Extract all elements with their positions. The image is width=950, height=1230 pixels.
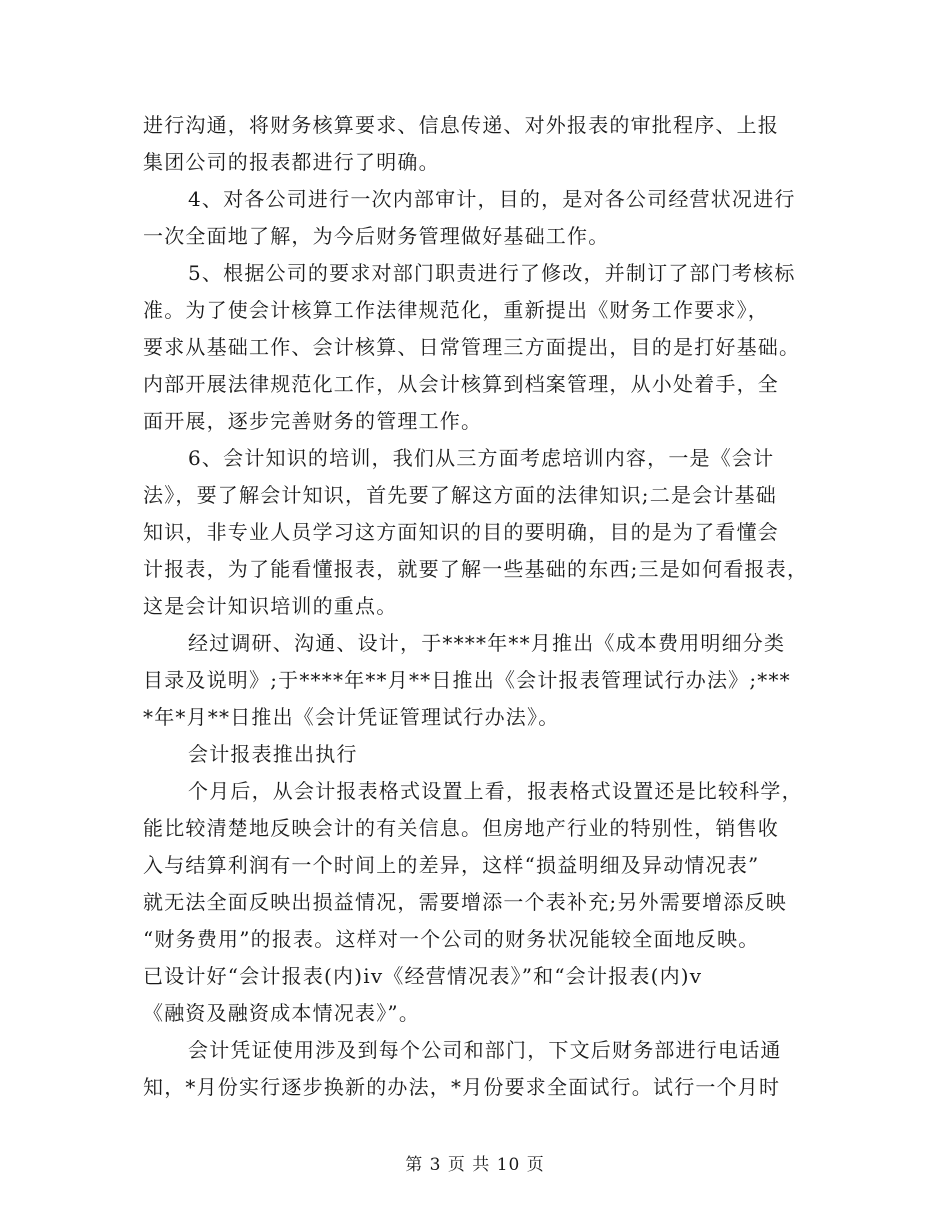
paragraph-line: 法》，要了解会计知识，首先要了解这方面的法律知识;二是会计基础: [143, 483, 777, 507]
paragraph-line: 这是会计知识培训的重点。: [143, 594, 398, 618]
paragraph-line: 要求从基础工作、会计核算、日常管理三方面提出，目的是打好基础。: [143, 335, 801, 359]
paragraph-line: 会计凭证使用涉及到每个公司和部门，下文后财务部进行电话通: [188, 1038, 782, 1062]
paragraph-line: 个月后，从会计报表格式设置上看，报表格式设置还是比较科学，: [188, 779, 803, 803]
paragraph-line: 内部开展法律规范化工作，从会计核算到档案管理，从小处着手，全: [143, 372, 779, 396]
paragraph-line: 面开展，逐步完善财务的管理工作。: [143, 409, 483, 433]
paragraph-line: *年*月**日推出《会计凭证管理试行办法》。: [143, 705, 560, 729]
paragraph-line: 知，*月份实行逐步换新的办法，*月份要求全面试行。试行一个月时: [143, 1075, 781, 1099]
paragraph-line: 6、会计知识的培训，我们从三方面考虑培训内容，一是《会计: [188, 446, 775, 470]
paragraph-line: 进行沟通，将财务核算要求、信息传递、对外报表的审批程序、上报: [143, 113, 779, 137]
paragraph-line: 就无法全面反映出损益情况，需要增添一个表补充;另外需要增添反映: [143, 890, 787, 914]
paragraph-line: 已设计好“会计报表(内)iv《经营情况表》”和“会计报表(内)v: [143, 964, 703, 988]
paragraph-line: 《融资及融资成本情况表》”。: [143, 1001, 421, 1025]
paragraph-line: “财务费用”的报表。这样对一个公司的财务状况能较全面地反映。: [143, 927, 760, 951]
paragraph-line: 准。为了使会计核算工作法律规范化，重新提出《财务工作要求》，: [143, 298, 769, 322]
paragraph-line: 集团公司的报表都进行了明确。: [143, 150, 440, 174]
page-number-footer: 第 3 页 共 10 页: [405, 1155, 545, 1175]
paragraph-line: 入与结算利润有一个时间上的差异，这样“损益明细及异动情况表”: [143, 853, 760, 877]
paragraph-line: 4、对各公司进行一次内部审计，目的，是对各公司经营状况进行: [188, 187, 796, 211]
paragraph-line: 经过调研、沟通、设计，于****年**月推出《成本费用明细分类: [188, 631, 786, 655]
paragraph-line: 能比较清楚地反映会计的有关信息。但房地产行业的特别性，销售收: [143, 816, 779, 840]
paragraph-line: 知识，非专业人员学习这方面知识的目的要明确，目的是为了看懂会: [143, 520, 779, 544]
paragraph-line: 计报表，为了能看懂报表，就要了解一些基础的东西;三是如何看报表，: [143, 557, 809, 581]
paragraph-line: 目录及说明》;于****年**月**日推出《会计报表管理试行办法》;***: [143, 668, 791, 692]
section-heading: 会计报表推出执行: [188, 742, 358, 766]
paragraph-line: 一次全面地了解，为今后财务管理做好基础工作。: [143, 224, 610, 248]
paragraph-line: 5、根据公司的要求对部门职责进行了修改，并制订了部门考核标: [188, 261, 796, 285]
